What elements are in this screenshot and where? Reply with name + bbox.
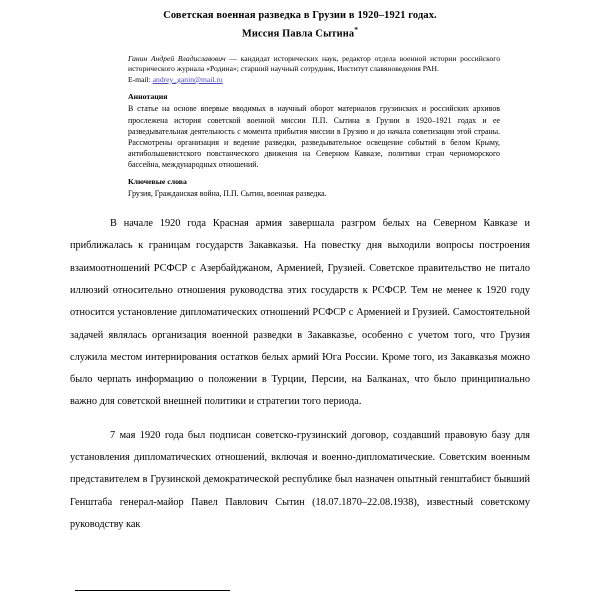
title-line-2-text: Миссия Павла Сытина — [241, 28, 355, 40]
title-footnote-marker: * — [354, 24, 359, 34]
keywords-heading: Ключевые слова — [128, 177, 187, 186]
author-and-abstract-block — [128, 54, 500, 199]
title-line-2 — [70, 23, 530, 41]
body-paragraph: 7 мая 1920 года был подписан советско-грузинский договор, создавший правовую базу для установления дипломатических отношений, включая и военно-дипломатические. Советским военным представителем в Грузинской демократической республике был назначен опытный генштабист бывший Генштаба генерал-майор Павел Павлович Сытин (18.07.1870–22.08.1938), известный советскому руководству как — [70, 429, 530, 530]
abstract-heading: Аннотация — [128, 92, 168, 102]
author-email-line — [128, 75, 500, 86]
author-name: Ганин Андрей Владиславович — [128, 53, 226, 63]
keywords-text: Грузия, Гражданская война, П.П. Сытин, военная разведка. — [128, 189, 327, 198]
body-text — [70, 213, 530, 536]
footnote-separator — [75, 590, 230, 591]
title-line-1: Советская военная разведка в Грузии в 1920–1921 годах. — [163, 10, 437, 21]
email-label: E-mail: — [128, 74, 153, 84]
author-info — [128, 54, 500, 75]
abstract-text: В статье на основе впервые вводимых в научный оборот материалов грузинских и российских архивов прослежена история советской военной миссии П.П. Сытина в Грузии в 1920–1921 годах и ее разведывательная деятельность с момента прибытия миссии в Грузию и до начала советизации этой страны. Рассмотрены организация и ведение разведки, разведывательное освещение событий в белом Крыму, антибольшевистского повстанческого движения на Северном Кавказе, политики стран черноморского бассейна, международных отношений. — [128, 104, 500, 169]
body-paragraph: В начале 1920 года Красная армия завершала разгром белых на Северном Кавказе и приближалась к границам государств Закавказья. На повестку дня выходили вопросы построения взаимоотношений РСФСР с Азербайджаном, Арменией, Грузией. Советское правительство не питало иллюзий относительно отношения руководства этих государств к РСФСР. Тем не менее к 1920 году относится установление дипломатических отношений РСФСР с Арменией и Грузией. Самостоятельной задачей являлась организация военной разведки в Закавказье, особенно с учетом того, что Грузия служила местом интернирования остатков белых армий Юга России. Кроме того, из Закавказья можно было черпать информацию о положении в Турции, Персии, на Балканах, что было принципиально важно для советской внешней политики и стратегии того периода. — [70, 218, 530, 408]
email-link[interactable]: andrey_ganin@mail.ru — [152, 74, 223, 84]
author-affiliation: — кандидат исторических наук, редактор отдела военной истории российского исторического журнала «Родина»; старший научный сотрудник, Институт славяноведения РАН. — [128, 53, 500, 74]
page-title — [0, 0, 600, 41]
